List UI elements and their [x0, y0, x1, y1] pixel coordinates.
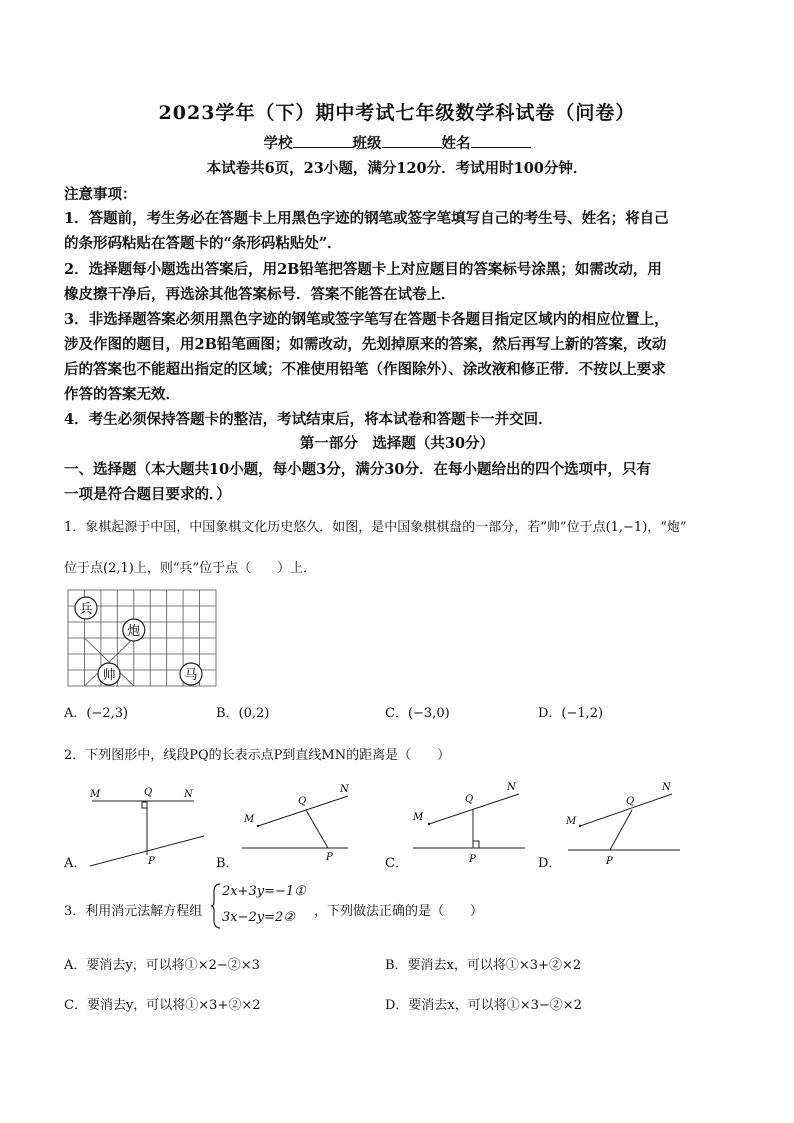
piece-pao — [123, 619, 145, 641]
student-info-line — [0, 132, 794, 153]
note-line: 2．选择题每小题选出答案后，用2B铅笔把答题卡上对应题目的答案标号涂黑；如需改动，用 — [64, 261, 662, 278]
note-line: 的条形码粘贴在答题卡的“条形码粘贴处”． — [64, 235, 342, 252]
svg-text:兵: 兵 — [79, 602, 93, 617]
q1-option-a[interactable]: A．(−2,3) — [64, 706, 129, 721]
svg-text:M: M — [566, 816, 577, 827]
equation-brace — [210, 882, 222, 930]
q1-option-b[interactable]: B．(0,2) — [216, 706, 270, 721]
exam-summary: 本试卷共6页，23小题，满分120分．考试用时100分钟． — [206, 160, 588, 177]
q3-option-a[interactable]: A．要消去y，可以将①×2−②×3 — [64, 958, 260, 973]
svg-text:P: P — [148, 856, 155, 867]
q2-figure-c — [407, 780, 531, 870]
piece-shuai — [98, 663, 120, 685]
name-label: 姓名 — [441, 135, 471, 152]
q2-figure-b — [236, 782, 360, 872]
q2-option-b[interactable]: B． — [216, 856, 239, 871]
question-1-text-cont: 位于点(2,1)上，则“兵”位于点（ ）上． — [64, 561, 317, 576]
school-label: 学校 — [263, 135, 293, 152]
equation-2: 3x−2y=2② — [222, 910, 295, 925]
part1-heading: 第一部分 选择题（共30分） — [299, 435, 495, 452]
section-instructions-cont: 一项是符合题目要求的．） — [64, 486, 231, 503]
note-line: 后的答案也不能超出指定的区域；不准使用铅笔（作图除外）、涂改液和修正带．不按以上要求 — [64, 361, 666, 378]
svg-text:N: N — [340, 784, 349, 795]
q2-figure-d — [562, 780, 686, 870]
piece-ma — [180, 663, 202, 685]
piece-bing — [75, 597, 97, 619]
question-3-suffix: ，下列做法正确的是（ ） — [314, 904, 484, 919]
note-line: 橡皮擦干净后，再选涂其他答案标号．答案不能答在试卷上． — [64, 286, 456, 303]
svg-text:P: P — [469, 854, 476, 865]
chessboard-figure — [64, 586, 220, 690]
svg-text:Q: Q — [465, 794, 474, 805]
svg-text:Q: Q — [144, 787, 153, 798]
q2-option-a[interactable]: A． — [64, 856, 87, 871]
q1-option-c[interactable]: C．(−3,0) — [385, 706, 450, 721]
q3-option-b[interactable]: B．要消去x，可以将①×3+②×2 — [385, 958, 582, 973]
note-line: 1．答题前，考生务必在答题卡上用黑色字迹的钢笔或签字笔填写自己的考生号、姓名；将自己 — [64, 210, 669, 227]
q2-option-c[interactable]: C． — [385, 856, 408, 871]
svg-text:炮: 炮 — [127, 624, 141, 639]
q3-option-d[interactable]: D．要消去x，可以将①×3−②×2 — [385, 998, 582, 1013]
svg-text:Q: Q — [298, 796, 307, 807]
note-line: 4．考生必须保持答题卡的整洁，考试结束后，将本试卷和答题卡一并交回． — [64, 411, 553, 428]
page-title: 2023学年（下）期中考试七年级数学科试卷（问卷） — [158, 102, 636, 124]
svg-text:P: P — [606, 856, 613, 867]
section-instructions: 一、选择题（本大题共10小题，每小题3分，满分30分．在每小题给出的四个选项中，只有 — [64, 461, 651, 478]
note-line: 3．非选择题答案必须用黑色字迹的钢笔或签字笔写在答题卡各题目指定区域内的相应位置上， — [64, 311, 669, 328]
svg-text:N: N — [184, 789, 193, 800]
equation-1: 2x+3y=−1① — [222, 884, 306, 899]
svg-text:帅: 帅 — [102, 668, 116, 683]
name-blank — [471, 134, 531, 148]
svg-text:N: N — [507, 782, 516, 793]
class-blank — [382, 134, 442, 148]
svg-text:M: M — [244, 814, 255, 825]
note-line: 作答的答案无效． — [64, 386, 180, 403]
svg-text:M: M — [413, 812, 424, 823]
svg-text:马: 马 — [184, 668, 198, 683]
question-2-text: 2．下列图形中，线段PQ的长表示点P到直线MN的距离是（ ） — [64, 748, 451, 763]
note-line: 涉及作图的题目，用2B铅笔画图；如需改动，先划掉原来的答案，然后再写上新的答案，改动 — [64, 336, 667, 353]
svg-text:P: P — [326, 852, 333, 863]
school-blank — [293, 134, 353, 148]
svg-text:Q: Q — [626, 796, 635, 807]
q3-option-c[interactable]: C．要消去y，可以将①×3+②×2 — [64, 998, 261, 1013]
q1-option-d[interactable]: D．(−1,2) — [538, 706, 604, 721]
class-label: 班级 — [352, 135, 382, 152]
question-1-text: 1．象棋起源于中国，中国象棋文化历史悠久．如图，是中国象棋棋盘的一部分，若“帅”位于点(1,−1)，“炮” — [64, 520, 687, 535]
notes-heading: 注意事项： — [64, 186, 137, 203]
svg-text:M: M — [90, 789, 101, 800]
q2-figure-a — [86, 778, 210, 868]
q2-option-d[interactable]: D． — [538, 856, 562, 871]
question-3-prefix: 3．利用消元法解方程组 — [64, 904, 203, 919]
svg-text:N: N — [662, 782, 671, 793]
